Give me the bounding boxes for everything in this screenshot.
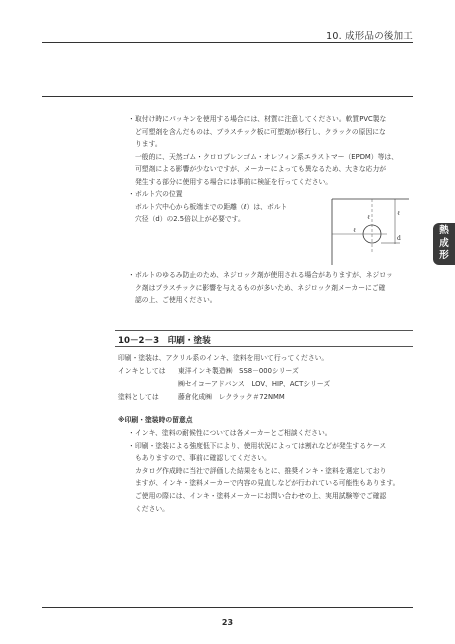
table-row-label: 塗料としては xyxy=(118,393,159,401)
ell-label: ℓ xyxy=(367,214,370,221)
bullet-line: ク剤はプラスチックに影響を与えるものが多いため、ネジロック剤メーカーにご確 xyxy=(135,283,386,292)
side-tab-char: 成 xyxy=(439,237,449,249)
table-row-value: 藤倉化成㈱ レクラック＃72NMM xyxy=(178,393,285,401)
note-line: カタログ作成時に当社で評価した結果をもとに、推奨インキ・塗料を選定しており xyxy=(135,466,387,475)
bullet-line: ります。 xyxy=(135,140,162,149)
bullet-line: 穴径（d）の2.5倍以上が必要です。 xyxy=(135,215,245,224)
ell-label: ℓ xyxy=(397,210,400,217)
header-rule xyxy=(42,42,413,43)
side-tab-char: 形 xyxy=(439,250,449,261)
section-title: 10－2－3 印刷・塗装 xyxy=(118,336,211,346)
note-line: ますが、インキ・塗料メーカーで内容の見直しなどが行われている可能性もあります。 xyxy=(135,479,400,488)
bullet-line: ・ 取付け時にパッキンを使用する場合には、材質に注意してください。軟質PVC製な xyxy=(135,113,420,126)
bullet-line: 発生する部分に使用する場合には事前に検証を行ってください。 xyxy=(135,177,333,186)
table-row-label: インキとしては xyxy=(118,367,166,375)
bullet-line: 認の上、ご使用ください。 xyxy=(135,296,217,305)
section-side-tab xyxy=(433,223,455,265)
note-line: もありますので、事前に確認してください。 xyxy=(135,454,271,463)
section-rule-bottom xyxy=(115,346,413,347)
table-row-value: 東洋インキ製造㈱ SS8－000シリーズ xyxy=(178,367,299,375)
bullet-line: ど可塑剤を含んだものは、プラスチック板に可塑剤が移行し、クラックの原因にな xyxy=(135,127,386,136)
section-intro: 印刷・塗装は、アクリル系のインキ、塗料を用いて行ってください。 xyxy=(118,354,329,362)
page-number: 23 xyxy=(221,618,234,627)
ell-label: ℓ xyxy=(353,227,356,234)
d-label: d xyxy=(397,235,401,242)
bullet-line: 一般的に、天然ゴム・クロロプレンゴム・オレフィン系エラストマー（EPDM）等は、 xyxy=(135,152,398,161)
bolt-bullet xyxy=(135,188,315,226)
chapter-title: 10. 成形品の後加工 xyxy=(326,31,413,42)
bullet-line: ・ ボルトのゆるみ防止のため、ネジロック剤が使用される場合がありますが、ネジロッ xyxy=(135,269,420,282)
note-line: ご使用の際には、インキ・塗料メーカーにお問い合わせの上、実用試験等でご確認 xyxy=(135,491,387,500)
notes-list xyxy=(135,427,420,515)
note-line: ください。 xyxy=(135,504,169,513)
bolt-title: ・ ボルト穴の位置 xyxy=(135,188,315,201)
top-rule xyxy=(42,96,413,97)
bullet-line: ボルト穴中心から板端までの距離（ℓ）は、ボルト xyxy=(135,202,288,211)
lock-bullet xyxy=(135,269,420,307)
footer-rule xyxy=(42,607,413,608)
side-tab-char: 熱 xyxy=(439,225,449,236)
bolt-hole-diagram xyxy=(325,195,415,270)
section-rule-top xyxy=(115,330,413,331)
bullet-line: 可塑剤による影響が少ないですが、メーカーによっても異なるため、大きな応力が xyxy=(135,165,387,174)
note-line: ・ インキ、塗料の耐候性については各メーカーとご相談ください。 xyxy=(135,427,420,440)
table-row-value: ㈱セイコーアドバンス LOV、HIP、ACTシリーズ xyxy=(178,380,331,388)
packing-bullet xyxy=(135,113,420,189)
notes-title: ※印刷・塗装時の留意点 xyxy=(118,416,193,424)
note-line: ・ 印刷・塗装による強度低下により、使用状況によっては割れなどが発生するケース xyxy=(135,440,420,453)
